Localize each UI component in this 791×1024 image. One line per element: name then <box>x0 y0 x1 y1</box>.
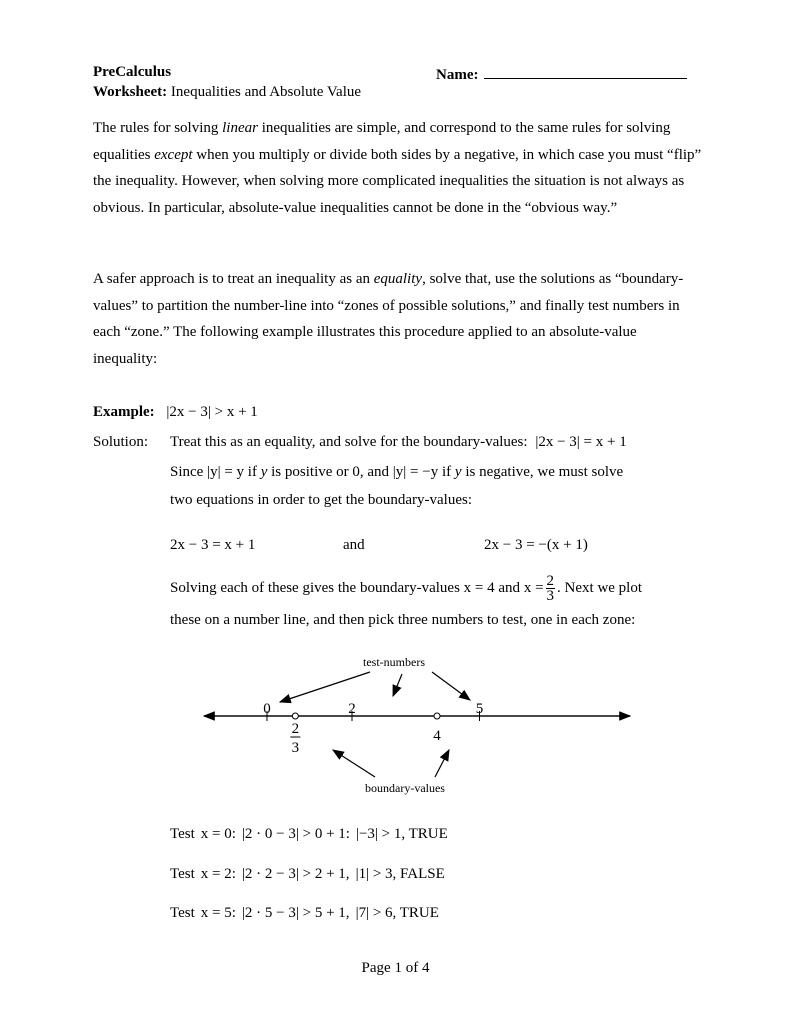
p2-equality: equality <box>373 271 423 287</box>
test-expression: |2 · 5 − 3| > 5 + 1, <box>241 905 350 921</box>
test-word: Test <box>170 905 195 921</box>
course-title: PreCalculus <box>93 64 172 80</box>
boundary-point-0 <box>292 713 298 719</box>
test-x: x = 5: <box>200 905 236 921</box>
x-equals-4: x = 4 <box>463 580 495 596</box>
negative-text: is negative, we must solve <box>465 464 624 480</box>
solution-text-1: Treat this as an equality, and solve for the boundary-values: <box>170 434 528 450</box>
p2-text-a: A safer approach is to treat an inequality as an <box>93 271 374 287</box>
abs-y-positive: |y| = y <box>207 464 245 480</box>
equation-and: and <box>343 537 365 553</box>
test-arrow-0 <box>280 672 370 702</box>
solution-line-after: these on a number line, and then pick three numbers to test, one in each zone: <box>170 612 636 628</box>
abs-y-negative: |y| = −y <box>392 464 439 480</box>
test-numbers-label: test-numbers <box>363 655 425 669</box>
boundary-numerator: 2 <box>291 721 300 737</box>
worksheet-label: Worksheet: <box>93 84 168 100</box>
worksheet-topic: Inequalities and Absolute Value <box>170 84 362 100</box>
tick-label-5: 5 <box>475 701 484 717</box>
boundary-point-1 <box>434 713 440 719</box>
equation-right: 2x − 3 = −(x + 1) <box>484 537 588 553</box>
solution-line-3: two equations in order to get the boundary-values: <box>170 492 473 508</box>
test-x: x = 2: <box>200 866 236 882</box>
arrows-group <box>280 672 470 777</box>
name-label: Name: <box>436 67 479 83</box>
boundary-arrow-4 <box>435 750 449 777</box>
page-number: Page 1 of 4 <box>361 960 430 976</box>
p1-text-c: when you multiply or divide both sides by a negative, in which case you must “flip” the inequality. However, when solving more complicated inequalities the situation is not always as obvious. In particular, absolute-value inequalities cannot be done in the “obvious way.” <box>93 146 702 216</box>
boundary-values-label: boundary-values <box>365 781 445 795</box>
test-result: |−3| > 1, TRUE <box>355 826 448 842</box>
ticks-group <box>263 701 483 756</box>
test-row <box>170 866 445 883</box>
p1-text-b: inequalities are simple, and correspond to the same rules for solving equalities <box>93 120 671 163</box>
next-plot-text: . Next we plot <box>557 580 643 596</box>
if-text-1: if <box>247 464 257 480</box>
p1-linear: linear <box>222 120 258 136</box>
p1-text-a: The rules for solving <box>93 120 223 136</box>
example-inequality: |2x − 3| > x + 1 <box>166 404 258 420</box>
test-word: Test <box>170 866 195 882</box>
and-word: and <box>498 580 521 596</box>
x-equals: x = <box>523 580 544 596</box>
equation-left: 2x − 3 = x + 1 <box>170 537 256 553</box>
boundary-denominator: 3 <box>291 740 300 756</box>
test-row <box>170 826 448 843</box>
test-result: |7| > 6, TRUE <box>355 905 439 921</box>
boundary-label-4: 4 <box>433 728 441 744</box>
test-arrow-2 <box>393 674 402 696</box>
positive-text: is positive or 0, and <box>271 464 390 480</box>
p1-except: except <box>154 146 193 163</box>
tick-label-2: 2 <box>348 701 356 717</box>
example-label: Example: <box>93 404 155 420</box>
solution-label: Solution: <box>93 434 149 450</box>
fraction-denominator: 3 <box>546 588 555 605</box>
y-var-2: y <box>454 464 462 480</box>
p2-text-b: , solve that, use the solutions as “boundary-values” to partition the number-line into “zones of possible solutions,” and finally test numbers in each “zone.” The following example illustrates this procedure applied to an absolute-value inequality: <box>93 271 684 367</box>
tick-label-0: 0 <box>263 701 271 717</box>
test-expression: |2 · 0 − 3| > 0 + 1: <box>241 826 350 842</box>
test-result: |1| > 3, FALSE <box>355 866 445 882</box>
boundary-equation: |2x − 3| = x + 1 <box>535 434 627 450</box>
since-text: Since <box>170 464 204 480</box>
solving-text: Solving each of these gives the boundary-values <box>170 580 460 596</box>
y-var-1: y <box>260 464 268 480</box>
if-text-2: if <box>441 464 452 480</box>
test-word: Test <box>170 826 195 842</box>
fraction-numerator: 2 <box>546 573 555 590</box>
boundary-arrow-two-thirds <box>333 750 375 777</box>
test-x: x = 0: <box>200 826 236 842</box>
test-row <box>170 905 439 922</box>
test-expression: |2 · 2 − 3| > 2 + 1, <box>241 866 350 882</box>
test-arrow-5 <box>432 672 470 700</box>
